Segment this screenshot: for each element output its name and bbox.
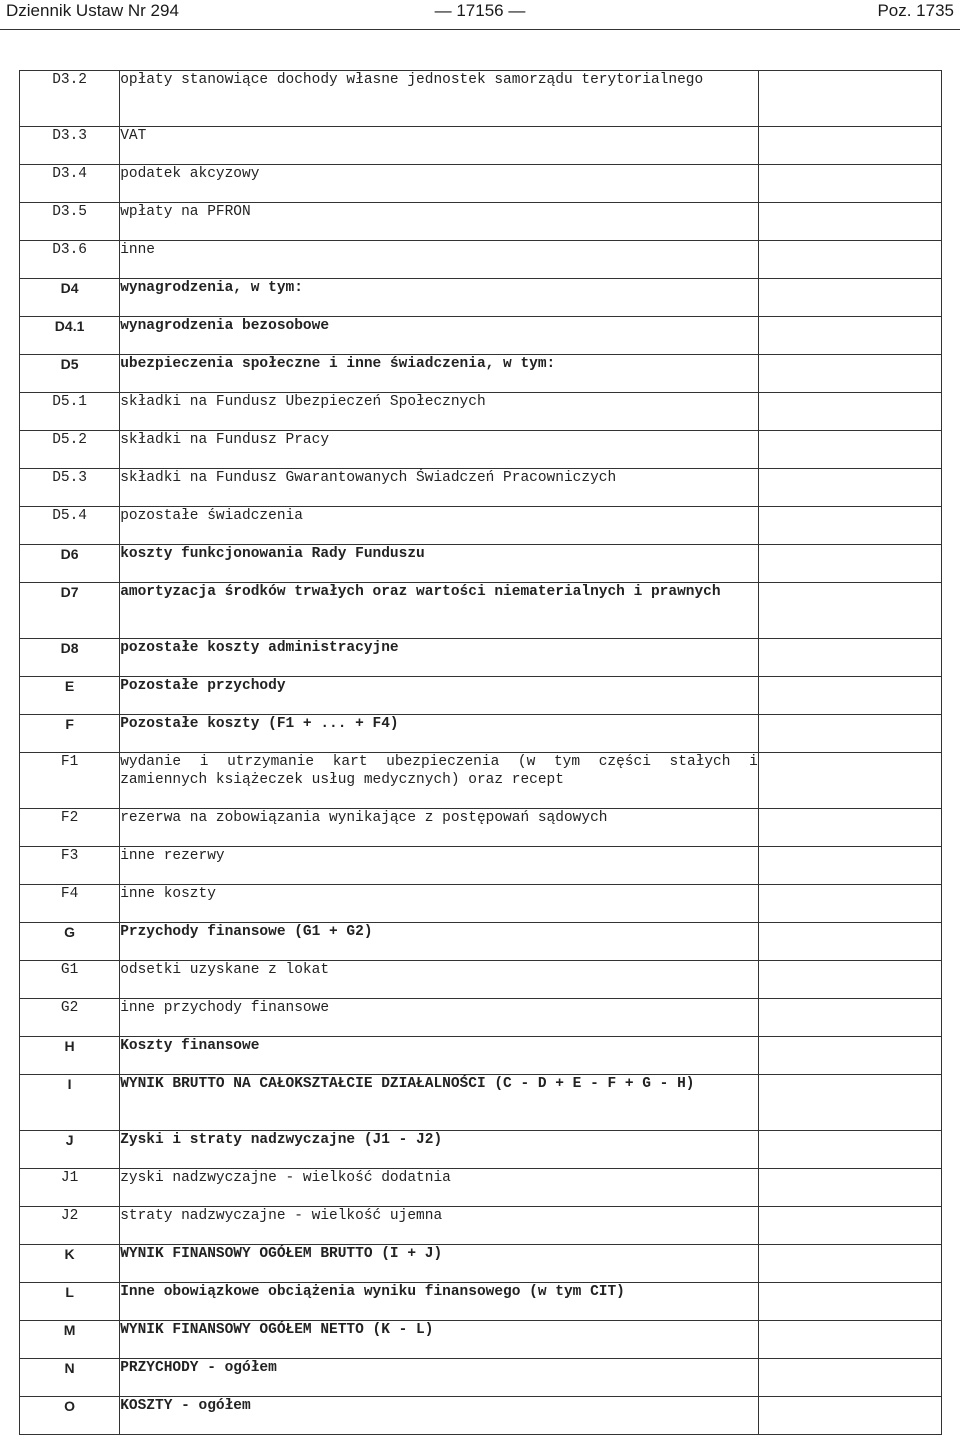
table-row bbox=[20, 1321, 942, 1359]
row-description: inne przychody finansowe bbox=[120, 999, 759, 1037]
row-value-cell bbox=[758, 355, 941, 393]
row-description: WYNIK FINANSOWY OGÓŁEM BRUTTO (I + J) bbox=[120, 1245, 759, 1283]
journal-title: Dziennik Ustaw Nr 294 bbox=[6, 1, 179, 20]
table-row bbox=[20, 203, 942, 241]
row-value-cell bbox=[758, 923, 941, 961]
row-description: wynagrodzenia, w tym: bbox=[120, 279, 759, 317]
row-value-cell bbox=[758, 999, 941, 1037]
row-value-cell bbox=[758, 393, 941, 431]
row-description: Przychody finansowe (G1 + G2) bbox=[120, 923, 759, 961]
row-description: odsetki uzyskane z lokat bbox=[120, 961, 759, 999]
row-description: Pozostałe koszty (F1 + ... + F4) bbox=[120, 715, 759, 753]
row-code: D4 bbox=[20, 279, 120, 317]
row-description: wpłaty na PFRON bbox=[120, 203, 759, 241]
row-value-cell bbox=[758, 715, 941, 753]
table-row bbox=[20, 355, 942, 393]
table-row bbox=[20, 1283, 942, 1321]
table-row bbox=[20, 127, 942, 165]
row-value-cell bbox=[758, 71, 941, 127]
row-code: D5.2 bbox=[20, 431, 120, 469]
row-value-cell bbox=[758, 1169, 941, 1207]
table-row bbox=[20, 71, 942, 127]
row-description: amortyzacja środków trwałych oraz wartości niematerialnych i prawnych bbox=[120, 583, 759, 639]
table-row bbox=[20, 317, 942, 355]
row-code: M bbox=[20, 1321, 120, 1359]
row-description: WYNIK FINANSOWY OGÓŁEM NETTO (K - L) bbox=[120, 1321, 759, 1359]
row-code: I bbox=[20, 1075, 120, 1131]
table-row bbox=[20, 715, 942, 753]
table-row bbox=[20, 923, 942, 961]
table-row bbox=[20, 1075, 942, 1131]
row-code: J2 bbox=[20, 1207, 120, 1245]
row-value-cell bbox=[758, 1359, 941, 1397]
row-description: składki na Fundusz Gwarantowanych Świadczeń Pracowniczych bbox=[120, 469, 759, 507]
row-code: G2 bbox=[20, 999, 120, 1037]
row-value-cell bbox=[758, 885, 941, 923]
table-row bbox=[20, 165, 942, 203]
row-code: D3.6 bbox=[20, 241, 120, 279]
row-description: KOSZTY - ogółem bbox=[120, 1397, 759, 1435]
row-code: G bbox=[20, 923, 120, 961]
table-row bbox=[20, 241, 942, 279]
row-code: J bbox=[20, 1131, 120, 1169]
row-code: D3.4 bbox=[20, 165, 120, 203]
table-row bbox=[20, 507, 942, 545]
table-row bbox=[20, 847, 942, 885]
row-code: D3.5 bbox=[20, 203, 120, 241]
row-description: pozostałe koszty administracyjne bbox=[120, 639, 759, 677]
table-row bbox=[20, 545, 942, 583]
table-row bbox=[20, 677, 942, 715]
row-value-cell bbox=[758, 165, 941, 203]
row-description: Inne obowiązkowe obciążenia wyniku finansowego (w tym CIT) bbox=[120, 1283, 759, 1321]
row-code: D3.2 bbox=[20, 71, 120, 127]
row-description: ubezpieczenia społeczne i inne świadczenia, w tym: bbox=[120, 355, 759, 393]
row-description: inne koszty bbox=[120, 885, 759, 923]
row-description: zyski nadzwyczajne - wielkość dodatnia bbox=[120, 1169, 759, 1207]
row-value-cell bbox=[758, 1283, 941, 1321]
table-row bbox=[20, 1207, 942, 1245]
row-value-cell bbox=[758, 1245, 941, 1283]
table-row bbox=[20, 393, 942, 431]
row-code: D3.3 bbox=[20, 127, 120, 165]
row-code: D8 bbox=[20, 639, 120, 677]
row-value-cell bbox=[758, 809, 941, 847]
table-row bbox=[20, 431, 942, 469]
row-code: J1 bbox=[20, 1169, 120, 1207]
row-value-cell bbox=[758, 545, 941, 583]
row-description: wynagrodzenia bezosobowe bbox=[120, 317, 759, 355]
row-description: straty nadzwyczajne - wielkość ujemna bbox=[120, 1207, 759, 1245]
row-description: składki na Fundusz Ubezpieczeń Społecznych bbox=[120, 393, 759, 431]
row-description: opłaty stanowiące dochody własne jednostek samorządu terytorialnego bbox=[120, 71, 759, 127]
table-row bbox=[20, 1131, 942, 1169]
table-row bbox=[20, 583, 942, 639]
row-description: Koszty finansowe bbox=[120, 1037, 759, 1075]
table-row bbox=[20, 809, 942, 847]
row-description: podatek akcyzowy bbox=[120, 165, 759, 203]
row-value-cell bbox=[758, 1037, 941, 1075]
table-row bbox=[20, 1359, 942, 1397]
row-value-cell bbox=[758, 469, 941, 507]
row-value-cell bbox=[758, 639, 941, 677]
row-description: PRZYCHODY - ogółem bbox=[120, 1359, 759, 1397]
row-value-cell bbox=[758, 203, 941, 241]
row-description: Pozostałe przychody bbox=[120, 677, 759, 715]
table-row bbox=[20, 1245, 942, 1283]
row-value-cell bbox=[758, 753, 941, 809]
table-row bbox=[20, 469, 942, 507]
table-row bbox=[20, 999, 942, 1037]
row-value-cell bbox=[758, 1207, 941, 1245]
table-row bbox=[20, 753, 942, 809]
row-value-cell bbox=[758, 1321, 941, 1359]
row-code: K bbox=[20, 1245, 120, 1283]
row-description: wydanie i utrzymanie kart ubezpieczenia (w tym części stałych i zamiennych książeczek usług medycznych) oraz recept bbox=[120, 753, 759, 809]
table-row bbox=[20, 885, 942, 923]
row-value-cell bbox=[758, 127, 941, 165]
row-code: D7 bbox=[20, 583, 120, 639]
table-row bbox=[20, 639, 942, 677]
row-value-cell bbox=[758, 507, 941, 545]
row-description: rezerwa na zobowiązania wynikające z postępowań sądowych bbox=[120, 809, 759, 847]
row-code: D5.3 bbox=[20, 469, 120, 507]
row-description: inne rezerwy bbox=[120, 847, 759, 885]
row-code: D4.1 bbox=[20, 317, 120, 355]
table-row bbox=[20, 1037, 942, 1075]
row-code: F4 bbox=[20, 885, 120, 923]
row-code: D5 bbox=[20, 355, 120, 393]
page-header bbox=[0, 0, 960, 28]
row-code: F3 bbox=[20, 847, 120, 885]
row-value-cell bbox=[758, 1075, 941, 1131]
table-body bbox=[20, 71, 942, 1435]
row-description: inne bbox=[120, 241, 759, 279]
row-code: H bbox=[20, 1037, 120, 1075]
position-number: Poz. 1735 bbox=[877, 1, 954, 20]
row-description: pozostałe świadczenia bbox=[120, 507, 759, 545]
table-row bbox=[20, 1169, 942, 1207]
row-description: składki na Fundusz Pracy bbox=[120, 431, 759, 469]
row-value-cell bbox=[758, 241, 941, 279]
row-value-cell bbox=[758, 1131, 941, 1169]
row-value-cell bbox=[758, 317, 941, 355]
row-code: F bbox=[20, 715, 120, 753]
row-code: O bbox=[20, 1397, 120, 1435]
page-number: — 17156 — bbox=[434, 1, 526, 20]
row-value-cell bbox=[758, 677, 941, 715]
financial-statement-table bbox=[19, 70, 942, 1435]
header-rule bbox=[0, 29, 960, 30]
row-code: G1 bbox=[20, 961, 120, 999]
row-code: F1 bbox=[20, 753, 120, 809]
row-value-cell bbox=[758, 583, 941, 639]
row-code: L bbox=[20, 1283, 120, 1321]
row-code: E bbox=[20, 677, 120, 715]
row-description: koszty funkcjonowania Rady Funduszu bbox=[120, 545, 759, 583]
row-value-cell bbox=[758, 279, 941, 317]
row-value-cell bbox=[758, 961, 941, 999]
row-code: N bbox=[20, 1359, 120, 1397]
row-description: VAT bbox=[120, 127, 759, 165]
row-description: Zyski i straty nadzwyczajne (J1 - J2) bbox=[120, 1131, 759, 1169]
row-code: D6 bbox=[20, 545, 120, 583]
row-value-cell bbox=[758, 431, 941, 469]
row-code: D5.1 bbox=[20, 393, 120, 431]
row-code: F2 bbox=[20, 809, 120, 847]
row-code: D5.4 bbox=[20, 507, 120, 545]
table-row bbox=[20, 279, 942, 317]
row-value-cell bbox=[758, 847, 941, 885]
table-row bbox=[20, 961, 942, 999]
row-description: WYNIK BRUTTO NA CAŁOKSZTAŁCIE DZIAŁALNOŚCI (C - D + E - F + G - H) bbox=[120, 1075, 759, 1131]
